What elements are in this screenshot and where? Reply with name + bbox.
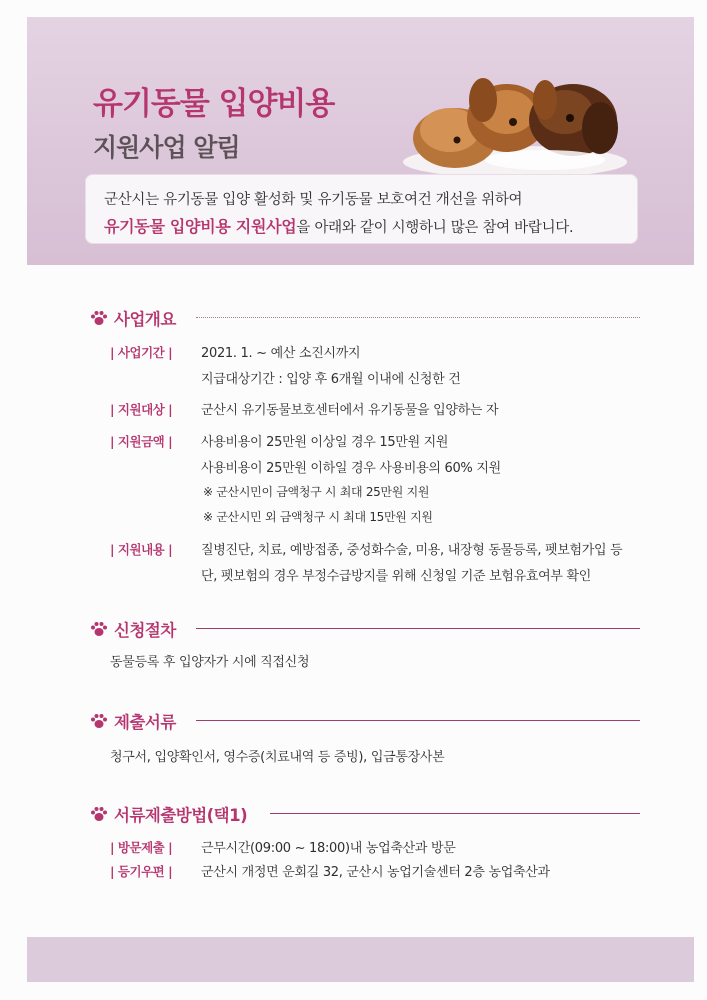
mail-value: 군산시 개정면 운회길 32, 군산시 농업기술센터 2층 농업축산과 (201, 865, 550, 880)
documents-divider (196, 720, 640, 721)
period-value: 2021. 1. ~ 예산 소진시까지 (201, 346, 361, 361)
amount-line: 사용비용이 25만원 이하일 경우 사용비용의 60% 지원 (201, 461, 501, 476)
notice-highlight: 유기동물 입양비용 지원사업 (104, 217, 297, 236)
notice-box (85, 174, 638, 244)
period-label: | 사업기간 | (110, 345, 173, 360)
paw-icon (90, 806, 108, 822)
method-title: 서류제출방법(택1) (114, 806, 248, 825)
period-sub: 지급대상기간 : 입양 후 6개월 이내에 신청한 건 (201, 372, 461, 387)
paw-icon (90, 713, 108, 729)
mail-label: | 등기우편 | (110, 864, 173, 879)
content-label: | 지원내용 | (110, 542, 173, 557)
page-subtitle: 지원사업 알림 (93, 133, 240, 162)
amount-line: 사용비용이 25만원 이상일 경우 15만원 지원 (201, 435, 449, 450)
content-line: 단, 펫보험의 경우 부정수급방지를 위해 신청일 기준 보험유효여부 확인 (201, 569, 591, 584)
overview-divider (196, 317, 640, 318)
notice-line-2-rest: 을 아래와 같이 시행하니 많은 참여 바랍니다. (296, 220, 574, 236)
paw-icon (90, 310, 108, 326)
procedure-heading (90, 617, 176, 641)
procedure-title: 신청절차 (114, 621, 176, 640)
visit-label: | 방문제출 | (110, 840, 173, 855)
method-heading (90, 802, 247, 826)
overview-heading (90, 306, 176, 330)
amount-note: ※ 군산시민 외 금액청구 시 최대 15만원 지원 (203, 510, 433, 524)
amount-note: ※ 군산시민이 금액청구 시 최대 25만원 지원 (203, 485, 430, 499)
page-title: 유기동물 입양비용 (93, 86, 335, 122)
paw-icon (90, 621, 108, 637)
documents-text: 청구서, 입양확인서, 영수증(치료내역 등 증빙), 입금통장사본 (110, 750, 445, 765)
overview-title: 사업개요 (114, 310, 176, 329)
amount-label: | 지원금액 | (110, 434, 173, 449)
target-value: 군산시 유기동물보호센터에서 유기동물을 입양하는 자 (201, 403, 499, 418)
documents-title: 제출서류 (114, 713, 176, 732)
procedure-divider (196, 628, 640, 629)
notice-line-2 (104, 214, 573, 237)
documents-heading (90, 709, 176, 733)
puppies-image (395, 60, 635, 180)
target-label: | 지원대상 | (110, 402, 173, 417)
procedure-text: 동물등록 후 입양자가 시에 직접신청 (110, 655, 310, 670)
method-divider (270, 813, 640, 814)
notice-line-1: 군산시는 유기동물 입양 활성화 및 유기동물 보호여건 개선을 위하여 (104, 192, 523, 208)
content-line: 질병진단, 치료, 예방접종, 중성화수술, 미용, 내장형 동물등록, 펫보험가입 등 (201, 543, 623, 558)
footer-band (27, 937, 694, 982)
visit-value: 근무시간(09:00 ~ 18:00)내 농업축산과 방문 (201, 841, 456, 856)
